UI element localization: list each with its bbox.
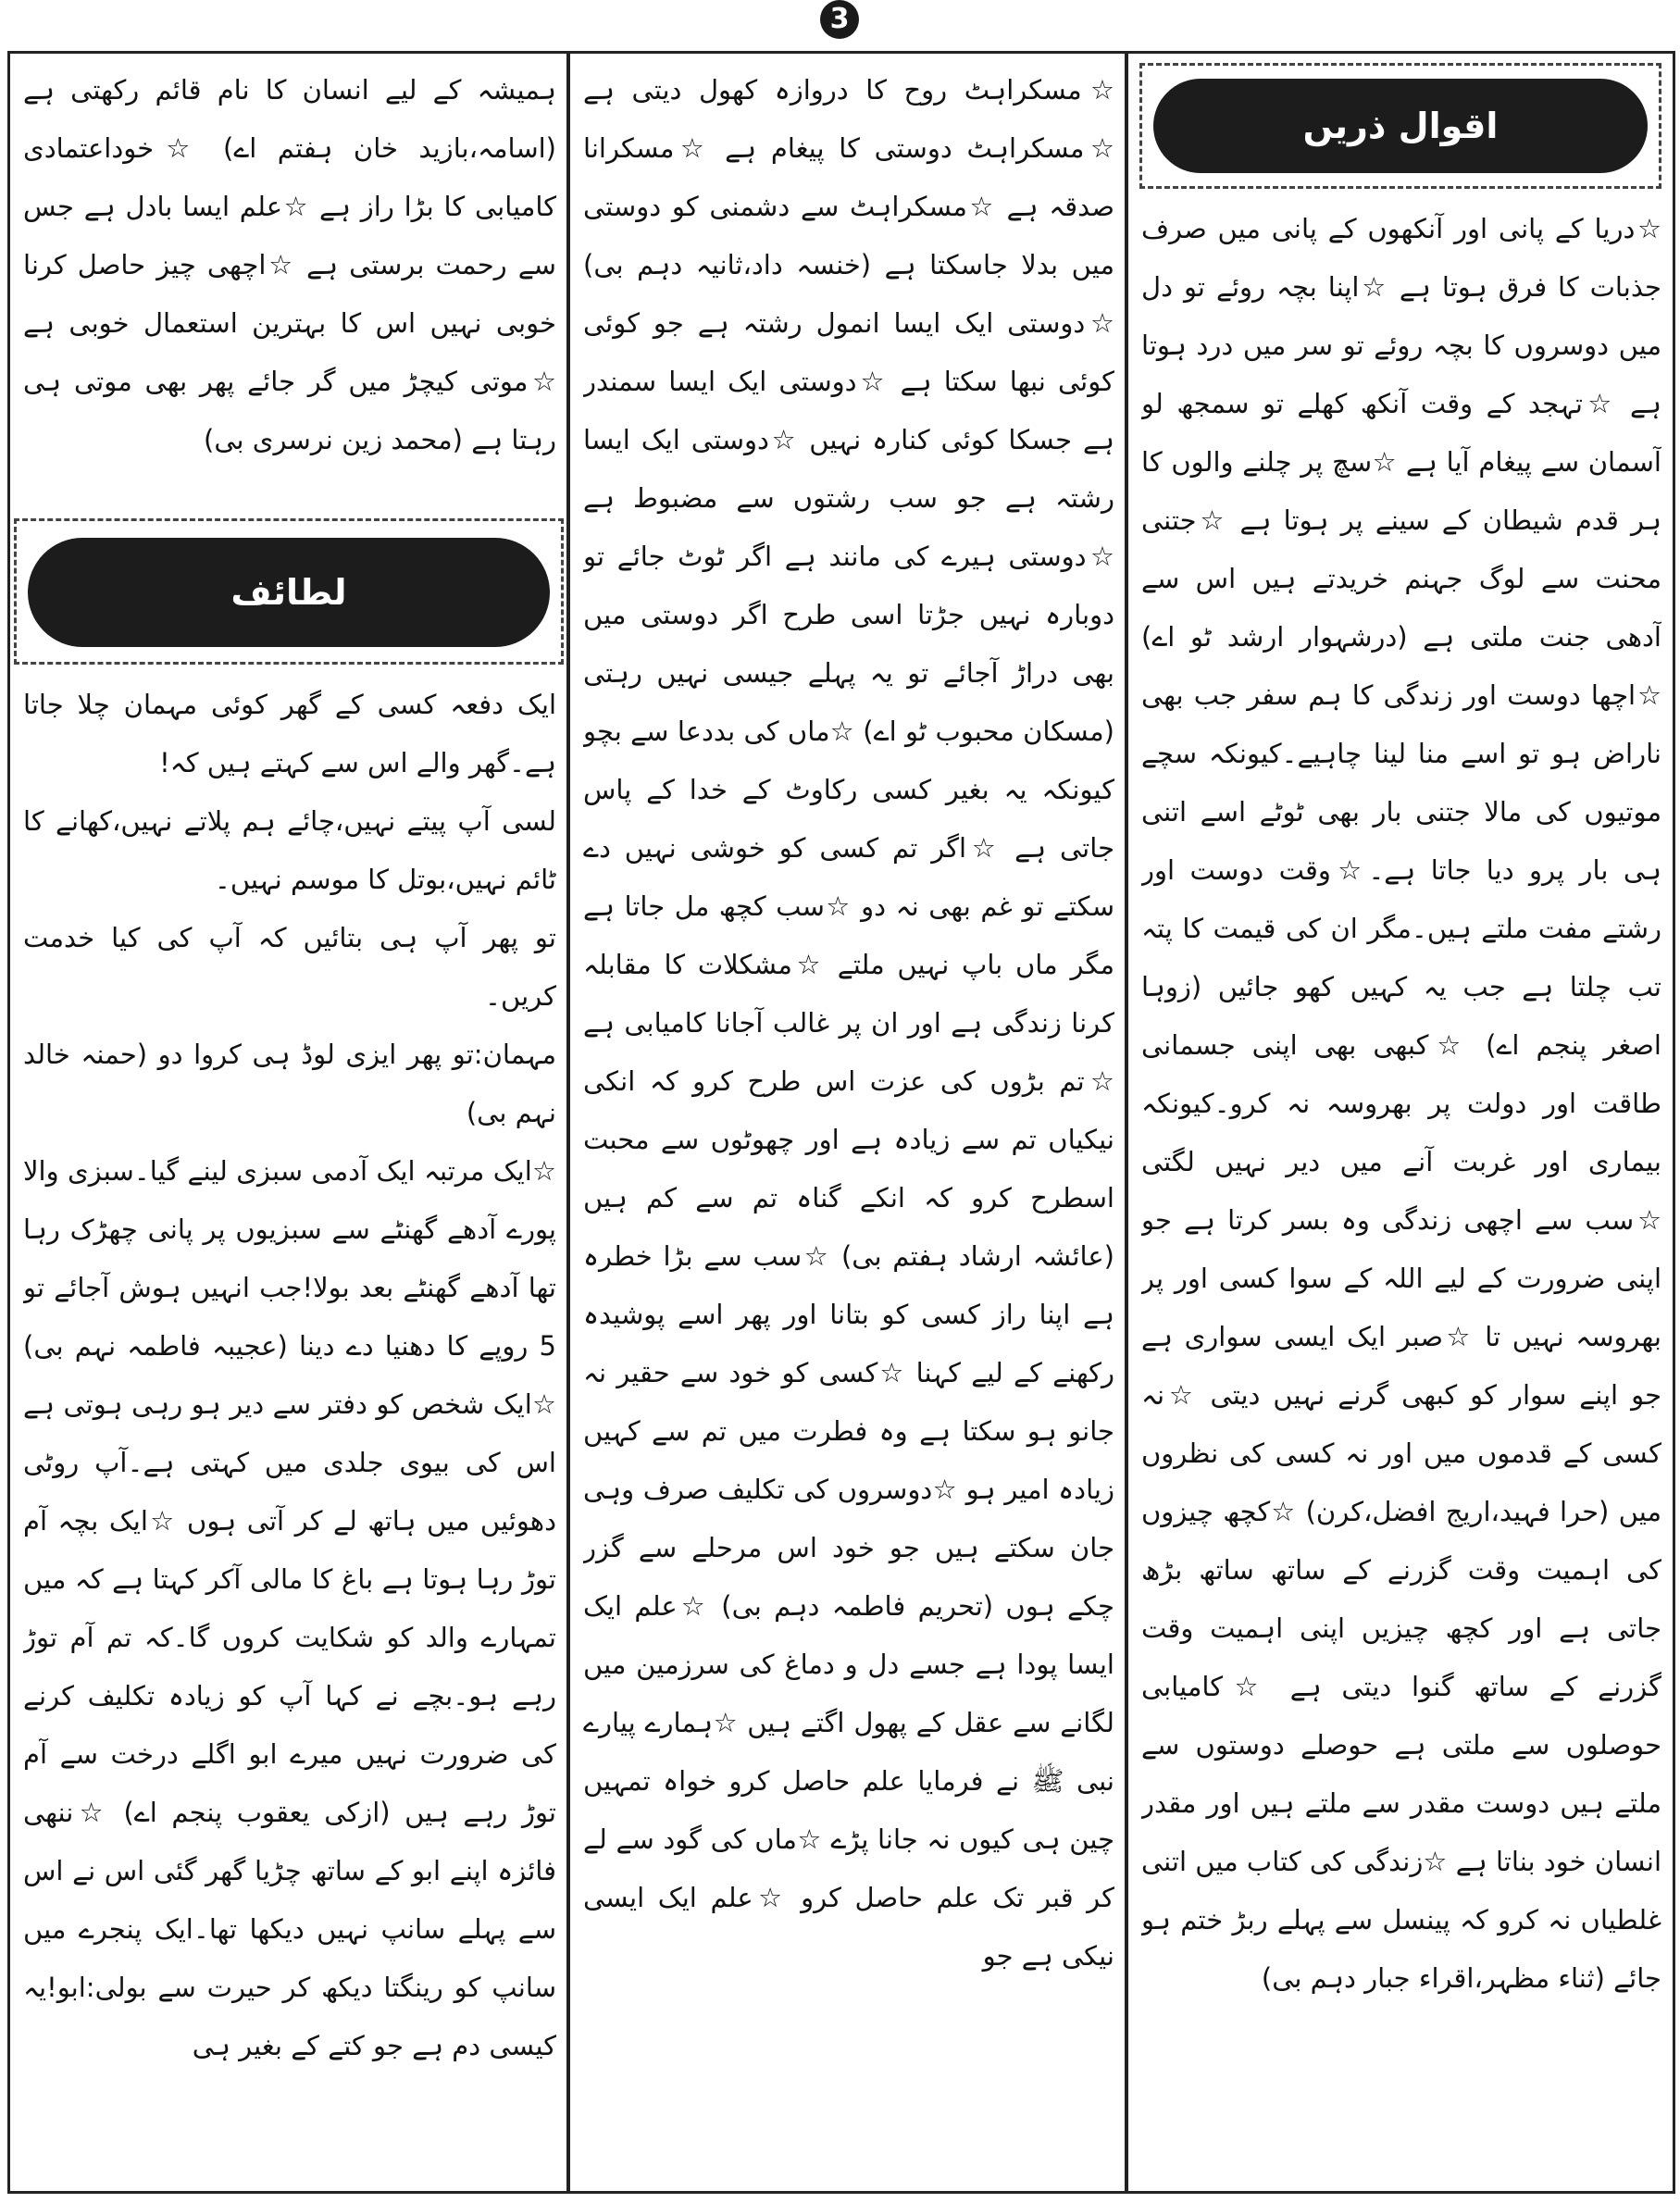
section-heading-lataif: لطائف xyxy=(28,538,550,647)
heading-frame xyxy=(1139,63,1661,189)
column-middle xyxy=(567,51,1127,2194)
column-aqwal xyxy=(1126,51,1675,2194)
heading-frame xyxy=(14,518,564,665)
section-heading-aqwal: اقوال ذریں xyxy=(1153,79,1648,173)
page-number: 3 xyxy=(820,0,859,39)
lataif-body-text: ایک دفعہ کسی کے گھر کوئی مہمان چلا جاتا ہے۔گھر والے اس سے کہتے ہیں کہ! لسی آپ پیتے نہیں،چائے ہم پلاتے نہیں،کھانے کا ٹائم نہیں،بوتل کا موسم نہیں۔ تو پھر آپ ہی بتائیں کہ آپ کی کیا خدمت کریں۔ مہمان:تو پھر ایزی لوڈ ہی کروا دو (حمنہ خالد نہم بی) ☆ایک مرتبہ ایک آدمی سبزی لینے گیا۔سبزی والا پورے آدھے گھنٹے سے سبزیوں پر پانی چھڑک رہا تھا آدھے گھنٹے بعد بولا!جب انہیں ہوش آجائے تو 5 روپے کا دھنیا دے دینا (عجیبہ فاطمہ نہم بی) ☆ایک شخص کو دفتر سے دیر ہو رہی ہوتی ہے اس کی بیوی جلدی میں کہتی ہے۔آپ روٹی دھوئیں میں ہاتھ لے کر آتی ہوں ☆ایک بچہ آم توڑ رہا ہوتا ہے باغ کا مالی آکر کہتا ہے کہ میں تمہارے والد کو شکایت کروں گا۔کہ تم آم توڑ رہے ہو۔بچے نے کہا آپ کو زیادہ تکلیف کرنے کی ضرورت نہیں میرے ابو اگلے درخت سے آم توڑ رہے ہیں (ازکی یعقوب پنجم اے) ☆ننھی فائزہ اپنے ابو کے ساتھ چڑیا گھر گئی اس نے اس سے پہلے سانپ نہیں دیکھا تھا۔ایک پنجرے میں سانپ کو رینگتا دیکھ کر حیرت سے بولی:ابو!یہ کیسی دم ہے جو کتے کے بغیر ہی xyxy=(23,689,556,2061)
left-top-text: ہمیشہ کے لیے انسان کا نام قائم رکھتی ہے (اسامہ،بازید خان ہفتم اے) ☆خوداعتمادی کامیابی کا بڑا راز ہے ☆علم ایسا بادل ہے جس سے رحمت برستی ہے ☆اچھی چیز حاصل کرنا خوبی نہیں اس کا بہترین استعمال خوبی ہے ☆موتی کیچڑ میں گر جائے پھر بھی موتی ہی رہتا ہے (محمد زین نرسری بی) xyxy=(23,74,556,455)
aqwal-body-text: ☆دریا کے پانی اور آنکھوں کے پانی میں صرف جذبات کا فرق ہوتا ہے ☆اپنا بچہ روئے تو دل میں دوسروں کا بچہ روئے تو سر میں درد ہوتا ہے ☆تہجد کے وقت آنکھ کھلے تو سمجھ لو آسمان سے پیغام آیا ہے ☆سچ پر چلنے والوں کا ہر قدم شیطان کے سینے پر ہوتا ہے ☆جتنی محنت سے لوگ جہنم خریدتے ہیں اس سے آدھی جنت ملتی ہے (درشہوار ارشد ٹو اے) ☆اچھا دوست اور زندگی کا ہم سفر جب بھی ناراض ہو تو اسے منا لینا چاہیے۔کیونکہ سچے موتیوں کی مالا جتنی بار بھی ٹوٹے اسے اتنی ہی بار پرو دیا جاتا ہے۔☆وقت دوست اور رشتے مفت ملتے ہیں۔مگر ان کی قیمت کا پتہ تب چلتا ہے جب یہ کہیں کھو جائیں (زوہا اصغر پنجم اے) ☆کبھی بھی اپنی جسمانی طاقت اور دولت پر بھروسہ نہ کرو۔کیونکہ بیماری اور غربت آنے میں دیر نہیں لگتی ☆سب سے اچھی زندگی وہ بسر کرتا ہے جو اپنی ضرورت کے لیے اللہ کے سوا کسی اور پر بھروسہ نہیں تا ☆صبر ایک ایسی سواری ہے جو اپنے سوار کو کبھی گرنے نہیں دیتی ☆نہ کسی کے قدموں میں اور نہ کسی کی نظروں میں (حرا فہید،اریج افضل،کرن) ☆کچھ چیزوں کی اہمیت وقت گزرنے کے ساتھ ساتھ بڑھ جاتی ہے اور کچھ چیزیں اپنی اہمیت وقت گزرنے کے ساتھ گنوا دیتی ہے ☆کامیابی حوصلوں سے ملتی ہے حوصلے دوستوں سے ملتے ہیں دوست مقدر سے ملتے ہیں اور مقدر انسان خود بناتا ہے ☆زندگی کی کتاب میں اتنی غلطیاں نہ کرو کہ پینسل سے پہلے ربڑ ختم ہو جائے (ثناء مظہر،اقراء جبار دہم بی) xyxy=(1141,213,1661,1994)
middle-body-text: ☆مسکراہٹ روح کا دروازہ کھول دیتی ہے ☆مسکراہٹ دوستی کا پیغام ہے ☆مسکرانا صدقہ ہے ☆مسکراہٹ سے دشمنی کو دوستی میں بدلا جاسکتا ہے (خنسہ داد،ثانیہ دہم بی) ☆دوستی ایک ایسا انمول رشتہ ہے جو کوئی کوئی نبھا سکتا ہے ☆دوستی ایک ایسا سمندر ہے جسکا کوئی کنارہ نہیں ☆دوستی ایک ایسا رشتہ ہے جو سب رشتوں سے مضبوط ہے ☆دوستی ہیرے کی مانند ہے اگر ٹوٹ جائے تو دوبارہ نہیں جڑتا اسی طرح اگر دوستی میں بھی دراڑ آجائے تو یہ پہلے جیسی نہیں رہتی (مسکان محبوب ٹو اے) ☆ماں کی بددعا سے بچو کیونکہ یہ بغیر کسی رکاوٹ کے خدا کے پاس جاتی ہے ☆اگر تم کسی کو خوشی نہیں دے سکتے تو غم بھی نہ دو ☆سب کچھ مل جاتا ہے مگر ماں باپ نہیں ملتے ☆مشکلات کا مقابلہ کرنا زندگی ہے اور ان پر غالب آجانا کامیابی ہے ☆تم بڑوں کی عزت اس طرح کرو کہ انکی نیکیاں تم سے زیادہ ہے اور چھوٹوں سے محبت اسطرح کرو کہ انکے گناہ تم سے کم ہیں (عائشہ ارشاد ہفتم بی) ☆سب سے بڑا خطرہ ہے اپنا راز کسی کو بتانا اور پھر اسے پوشیدہ رکھنے کے لیے کہنا ☆کسی کو خود سے حقیر نہ جانو ہو سکتا ہے وہ فطرت میں تم سے کہیں زیادہ امیر ہو ☆دوسروں کی تکلیف صرف وہی جان سکتے ہیں جو خود اس مرحلے سے گزر چکے ہوں (تحریم فاطمہ دہم بی) ☆علم ایک ایسا پودا ہے جسے دل و دماغ کی سرزمین میں لگانے سے عقل کے پھول اگتے ہیں ☆ہمارے پیارے نبی ﷺ نے فرمایا علم حاصل کرو خواہ تمہیں چین ہی کیوں نہ جانا پڑے ☆ماں کی گود سے لے کر قبر تک علم حاصل کرو ☆علم ایک ایسی نیکی ہے جو xyxy=(583,74,1114,1972)
column-lataif xyxy=(7,51,569,2194)
